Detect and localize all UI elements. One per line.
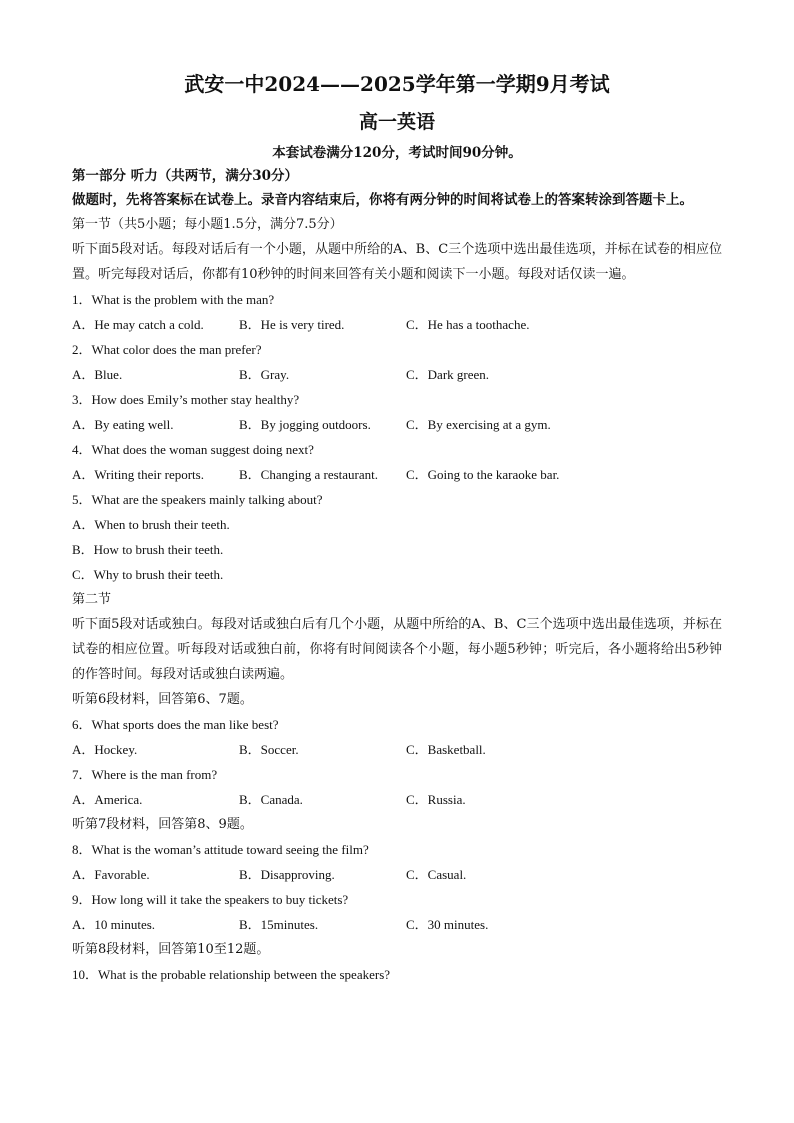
question-stem: 8．What is the woman’s attitude toward seeing the film? <box>72 842 369 857</box>
section1-instruction: 听下面5段对话。每段对话后有一个小题，从题中所给的A、B、C三个选项中选出最佳选项，并标在试卷的相应位置。听完每段对话后，你都有10秒钟的时间来回答有关小题和阅读下一小题。每段对话仅读一遍。 <box>72 242 722 282</box>
question-options <box>72 862 722 887</box>
option-a: A．When to brush their teeth. <box>72 517 230 532</box>
exam-notice: 本套试卷满分120分，考试时间90分钟。 <box>272 145 522 161</box>
exam-page <box>72 70 722 987</box>
option-b: B．15minutes. <box>239 917 319 932</box>
material-7-note: 听第7段材料，回答第8、9题。 <box>72 817 253 832</box>
exam-title: 武安一中2024——2025学年第一学期9月考试 <box>184 72 610 96</box>
option-b: B．Soccer. <box>239 742 299 757</box>
question-stem: 10．What is the probable relationship between the speakers? <box>72 967 391 982</box>
option-a: A．He may catch a cold. <box>72 317 204 332</box>
option-c: C．Going to the karaoke bar. <box>406 467 560 482</box>
material-8-note: 听第8段材料，回答第10至12题。 <box>72 942 270 957</box>
option-b: B．Changing a restaurant. <box>239 467 378 482</box>
question-options <box>72 912 722 937</box>
question-options <box>72 462 722 487</box>
option-a: A．Writing their reports. <box>72 467 204 482</box>
option-a: A．10 minutes. <box>72 917 156 932</box>
question-options <box>72 412 722 437</box>
option-b: B．How to brush their teeth. <box>72 542 224 557</box>
question-stem: 7．Where is the man from? <box>72 767 218 782</box>
option-c: C．30 minutes. <box>406 917 489 932</box>
question-stem: 4．What does the woman suggest doing next? <box>72 442 314 457</box>
question-options <box>72 312 722 337</box>
option-c: C．Why to brush their teeth. <box>72 567 224 582</box>
option-a: A．Favorable. <box>72 867 150 882</box>
question-stem: 9．How long will it take the speakers to buy tickets? <box>72 892 349 907</box>
option-c: C．He has a toothache. <box>406 317 530 332</box>
material-6-note: 听第6段材料，回答第6、7题。 <box>72 692 253 707</box>
section2-heading: 第二节 <box>72 592 112 607</box>
question-options <box>72 737 722 762</box>
question-options <box>72 787 722 812</box>
option-b: B．By jogging outdoors. <box>239 417 371 432</box>
option-b: B．Disapproving. <box>239 867 335 882</box>
question-stem: 1．What is the problem with the man? <box>72 292 275 307</box>
question-stem: 3．How does Emily’s mother stay healthy? <box>72 392 300 407</box>
question-stem: 5．What are the speakers mainly talking about? <box>72 492 323 507</box>
exam-subject: 高一英语 <box>358 111 435 133</box>
option-c: C．By exercising at a gym. <box>406 417 551 432</box>
section2-instruction: 听下面5段对话或独白。每段对话或独白后有几个小题，从题中所给的A、B、C三个选项中选出最佳选项，并标在试卷的相应位置。听每段对话或独白前，你将有时间阅读各个小题，每小题5秒钟；听完后，各小题将给出5秒钟的作答时间。每段对话或独白读两遍。 <box>72 617 722 682</box>
option-b: B．Canada. <box>239 792 303 807</box>
option-b: B．He is very tired. <box>239 317 345 332</box>
option-c: C．Dark green. <box>406 367 490 382</box>
option-b: B．Gray. <box>239 367 290 382</box>
option-a: A．Blue. <box>72 367 123 382</box>
option-c: C．Casual. <box>406 867 467 882</box>
question-options <box>72 362 722 387</box>
option-c: C．Basketball. <box>406 742 486 757</box>
part1-heading: 第一部分 听力（共两节，满分30分） <box>72 168 298 184</box>
question-stem: 2．What color does the man prefer? <box>72 342 262 357</box>
part1-instruction: 做题时，先将答案标在试卷上。录音内容结束后，你将有两分钟的时间将试卷上的答案转涂到答题卡上。 <box>72 192 693 208</box>
question-stem: 6．What sports does the man like best? <box>72 717 279 732</box>
option-a: A．America. <box>72 792 143 807</box>
option-c: C．Russia. <box>406 792 466 807</box>
section1-heading: 第一节（共5小题；每小题1.5分，满分7.5分） <box>72 217 343 232</box>
option-a: A．By eating well. <box>72 417 174 432</box>
option-a: A．Hockey. <box>72 742 138 757</box>
